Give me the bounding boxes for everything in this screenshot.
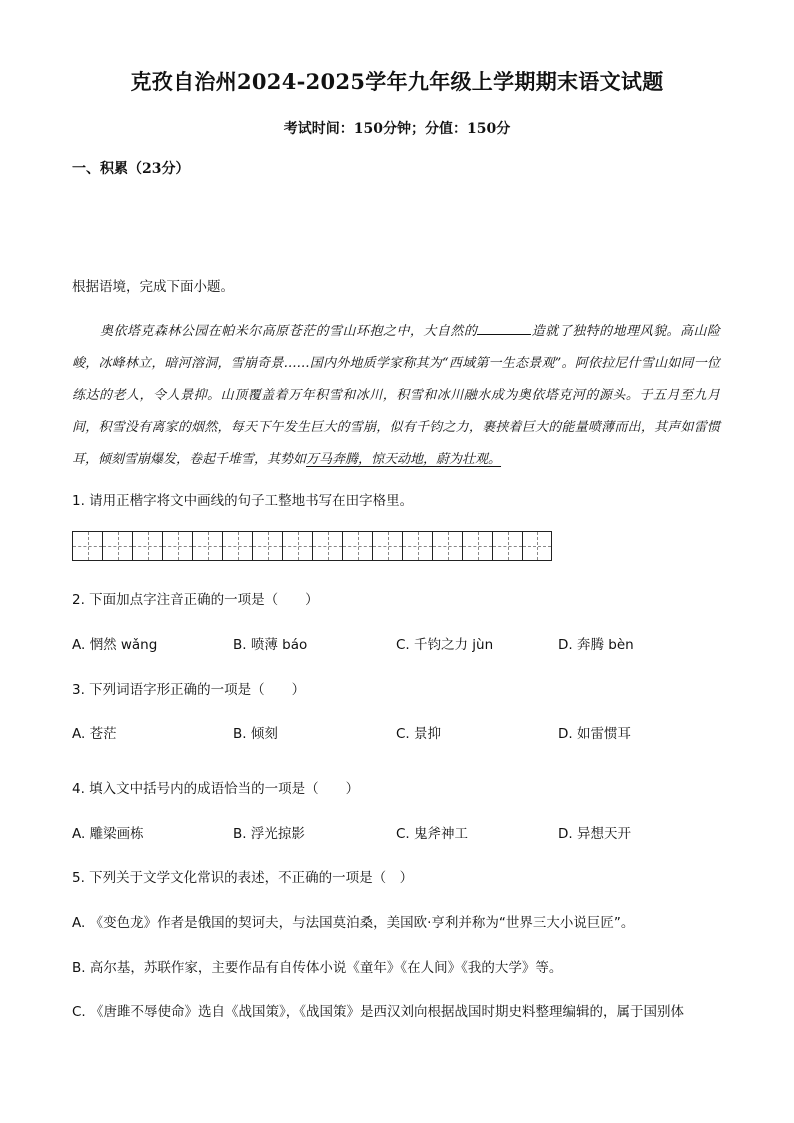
- reading-passage: [72, 316, 720, 476]
- q5-option-b[interactable]: B. 高尔基，苏联作家，主要作品有自传体小说《童年》《在人间》《我的大学》等。: [72, 960, 563, 976]
- q4-option-a[interactable]: A. 雕梁画栋: [72, 826, 144, 842]
- grid-cell[interactable]: [222, 531, 252, 561]
- underlined-sentence: 万马奔腾，惊天动地，蔚为壮观。: [306, 452, 502, 467]
- grid-cell[interactable]: [372, 531, 402, 561]
- section-heading: 一、积累（23分）: [72, 161, 190, 177]
- exam-info: 考试时间：150分钟；分值：150分: [283, 121, 511, 137]
- question-3: 3. 下列词语字形正确的一项是（ ）: [72, 682, 306, 698]
- q2-option-d[interactable]: D. 奔腾 bèn: [558, 637, 634, 653]
- grid-cell[interactable]: [432, 531, 462, 561]
- question-2: 2. 下面加点字注音正确的一项是（ ）: [72, 592, 319, 608]
- passage-part2: 造就了独特的地理风貌。高山险峻，冰峰林立，暗河溶洞，雪崩奇景……国内外地质学家称其为“西域第一生态景观”。阿依拉尼什雪山如同一位练达的老人，令人景抑。山顶覆盖着万年积雪和冰川，积雪和冰川融水成为奥依塔克河的源头。于五月至九月间，积雪没有离家的烟然，每天下午发生巨大的雪崩，似有千钧之力，裹挟着巨大的能量喷薄而出，其声如雷惯耳，倾刻雪崩爆发，卷起千堆雪，其势如: [72, 324, 720, 467]
- grid-cell[interactable]: [312, 531, 342, 561]
- question-4: 4. 填入文中括号内的成语恰当的一项是（ ）: [72, 781, 360, 797]
- writing-grid[interactable]: [72, 531, 552, 561]
- grid-cell[interactable]: [192, 531, 222, 561]
- q4-option-b[interactable]: B. 浮光掠影: [233, 826, 305, 842]
- grid-cell[interactable]: [402, 531, 432, 561]
- q4-option-c[interactable]: C. 鬼斧神工: [396, 826, 469, 842]
- q3-option-a[interactable]: A. 苍茫: [72, 726, 117, 742]
- passage-part1: 奥依塔克森林公园在帕米尔高原苍茫的雪山环抱之中，大自然的: [100, 324, 478, 339]
- q3-option-b[interactable]: B. 倾刻: [233, 726, 278, 742]
- q5-option-a[interactable]: A. 《变色龙》作者是俄国的契诃夫，与法国莫泊桑，美国欧·亨利并称为“世界三大小说巨匠”。: [72, 915, 635, 931]
- grid-cell[interactable]: [462, 531, 492, 561]
- question-5: 5. 下列关于文学文化常识的表述，不正确的一项是（ ）: [72, 870, 414, 886]
- q2-option-b[interactable]: B. 喷薄 báo: [233, 637, 308, 653]
- grid-cell[interactable]: [342, 531, 372, 561]
- grid-cell[interactable]: [162, 531, 192, 561]
- grid-cell[interactable]: [492, 531, 522, 561]
- q2-option-c[interactable]: C. 千钧之力 jùn: [396, 637, 494, 653]
- intro-text: 根据语境，完成下面小题。: [72, 279, 234, 295]
- fill-blank: [477, 320, 531, 335]
- grid-cell[interactable]: [102, 531, 132, 561]
- grid-cell[interactable]: [72, 531, 102, 561]
- q3-option-d[interactable]: D. 如雷惯耳: [558, 726, 631, 742]
- q4-option-d[interactable]: D. 异想天开: [558, 826, 631, 842]
- grid-cell[interactable]: [132, 531, 162, 561]
- q5-option-c[interactable]: C. 《唐雎不辱使命》选自《战国策》，《战国策》是西汉刘向根据战国时期史料整理编辑的，属于国别体: [72, 1004, 685, 1020]
- page-title: 克孜自治州2024-2025学年九年级上学期期末语文试题: [130, 69, 664, 94]
- grid-cell[interactable]: [522, 531, 552, 561]
- q2-option-a[interactable]: A. 惘然 wǎng: [72, 637, 158, 653]
- grid-cell[interactable]: [252, 531, 282, 561]
- grid-cell[interactable]: [282, 531, 312, 561]
- question-1: 1. 请用正楷字将文中画线的句子工整地书写在田字格里。: [72, 493, 414, 509]
- q3-option-c[interactable]: C. 景抑: [396, 726, 442, 742]
